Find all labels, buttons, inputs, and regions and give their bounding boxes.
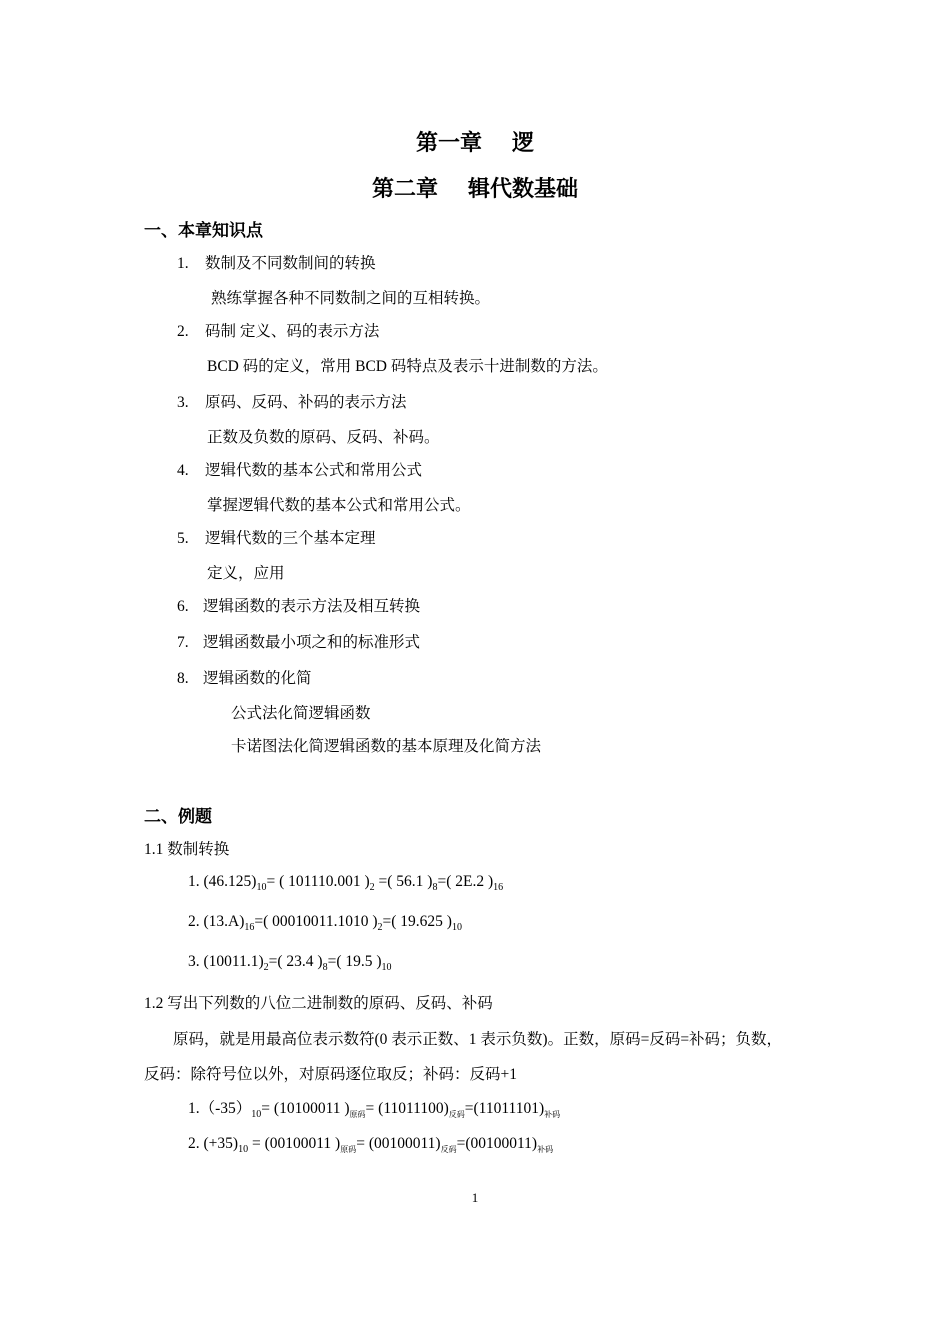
chapter-title-1-text: 逻 [512,130,535,155]
list-item-label: 逻辑代数的基本公式和常用公式 [205,462,423,479]
list-item-number: 6. [177,598,189,615]
list-item [177,630,420,652]
page-number: 1 [471,1190,479,1205]
list-item-description: 掌握逻辑代数的基本公式和常用公式。 [207,497,471,514]
explanation-paragraph-line-2: 反码：除符号位以外，对原码逐位取反；补码：反码+1 [144,1066,517,1083]
section-heading-examples: 二、例题 [144,807,212,826]
list-item-number: 7. [177,634,189,651]
list-item-description: BCD 码的定义，常用 BCD 码特点及表示十进制数的方法。 [207,358,608,375]
chapter-title-1-number: 第一章 [415,130,482,155]
chapter-title-1 [0,126,950,157]
list-item [177,390,407,412]
list-item-label: 逻辑函数的化简 [203,670,312,687]
chapter-title-2 [0,172,950,203]
list-item-label: 原码、反码、补码的表示方法 [205,394,407,411]
example-title-1-2: 1.2 写出下列数的八位二进制数的原码、反码、补码 [144,995,493,1012]
list-item-label: 逻辑代数的三个基本定理 [205,530,376,547]
chapter-title-2-number: 第二章 [371,176,438,201]
list-item [177,594,420,616]
list-item-number: 4. [177,462,189,479]
list-item-description: 熟练掌握各种不同数制之间的互相转换。 [211,290,491,307]
list-item-description: 正数及负数的原码、反码、补码。 [207,429,440,446]
list-item [177,666,312,688]
code-line-2: 2. $(+35)_{10} = (00100011$ )$_{原码}= (00100011)_{反码}=(00100011)_{补码}$ [188,1135,554,1155]
list-item [177,319,379,341]
list-item-number: 3. [177,394,189,411]
list-item-number: 2. [177,323,189,340]
section-heading-knowledge: 一、本章知识点 [144,221,263,240]
conversion-line-1: 1. $(46.125)_{10}=$ ( 101110.001 )$_2$ =( 56.1 )$_8=$( 2E.2 )$_{16}$ [188,873,504,893]
code-line-1: $1.(-35)_{10}= (10100011$ )$_{原码}= (11011100)_{反码}=(11011101)_{补码}$ [188,1100,561,1120]
conversion-line-3: 3. $(10011.1)_2=$( 23.4 )$_8=$( 19.5 )$_{10}$ [188,953,392,973]
list-item-description: 定义，应用 [207,565,285,582]
list-item [177,458,422,480]
list-item-label: 数制及不同数制间的转换 [205,255,376,272]
list-item-label: 逻辑函数最小项之和的标准形式 [203,634,421,651]
example-title-1-1: 1.1 数制转换 [144,841,230,858]
list-subitem: 公式法化简逻辑函数 [231,705,371,722]
list-item [177,251,376,273]
conversion-line-2: 2. $(13.A)_{16}=$( 00010011.1010 )$_2=$( 19.625 )$_{10}$ [188,913,462,933]
list-subitem: 卡诺图法化简逻辑函数的基本原理及化简方法 [231,738,542,755]
list-item-number: 5. [177,530,189,547]
chapter-title-2-text: 辑代数基础 [468,176,579,201]
list-item-number: 1. [177,255,189,272]
explanation-paragraph-line-1: 原码，就是用最高位表示数符(0 表示正数、1 表示负数)。正数，原码=反码=补码；负数， [173,1031,783,1048]
list-item-label: 逻辑函数的表示方法及相互转换 [203,598,421,615]
list-item [177,526,376,548]
list-item-number: 8. [177,670,189,687]
list-item-label: 码制 定义、码的表示方法 [205,323,380,340]
